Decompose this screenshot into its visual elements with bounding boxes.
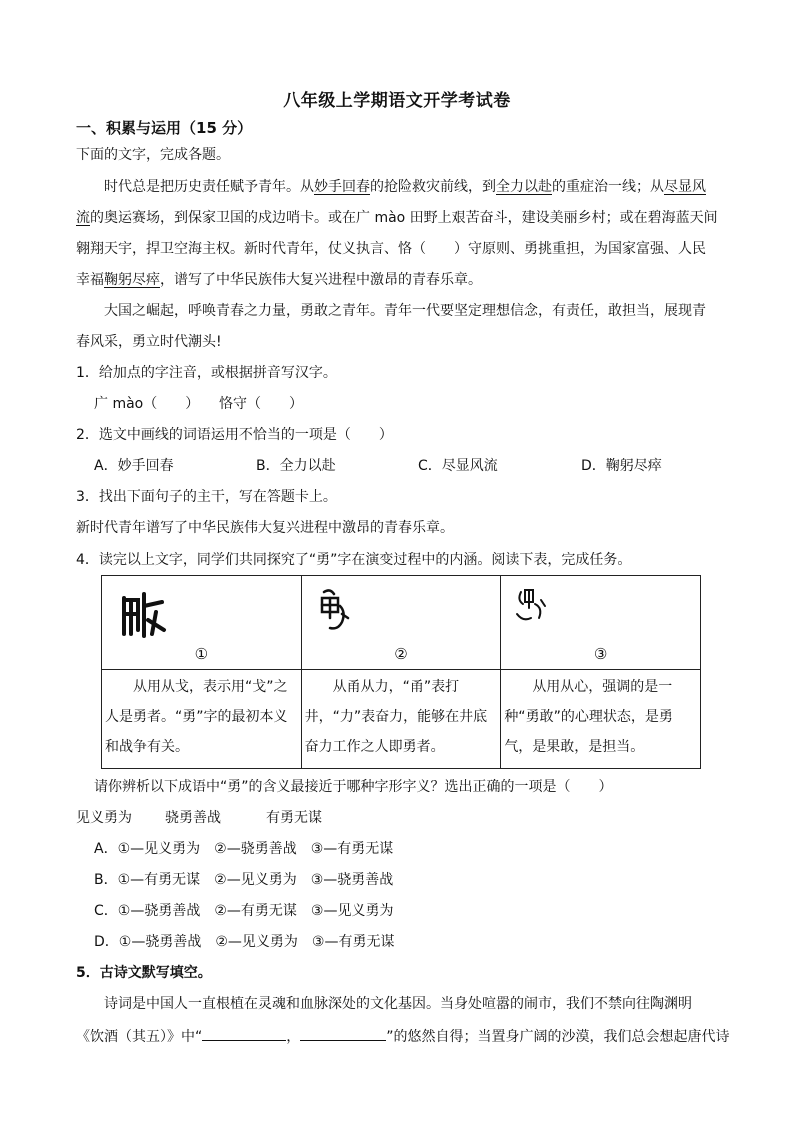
idiom-2: 骁勇善战 xyxy=(165,810,221,826)
poem-text: ， xyxy=(286,1029,301,1045)
question-4-option-d xyxy=(94,932,394,952)
passage-line: 大国之崛起，呼唤青春之力量，勇敢之青年。青年一代要坚定理想信念，有责任，敢担当，展现青 xyxy=(104,303,706,319)
glyph-number-3: ③ xyxy=(593,645,608,663)
option-pair: ③—骁勇善战 xyxy=(310,872,394,888)
glyph-table xyxy=(101,575,701,769)
glyph-description-3: 从用从心，强调的是一种“勇敢”的心理状态，是勇气，是果敢，是担当。 xyxy=(501,670,701,769)
question-3-stem: 3．找出下面句子的主干，写在答题卡上。 xyxy=(76,489,337,505)
underlined-term-3-end: 流 xyxy=(76,210,90,226)
passage-text: 的奥运赛场，到保家卫国的戍边哨卡。或在广 mào 田野上艰苦奋斗，建设美丽乡村；或在碧海蓝天间 xyxy=(90,210,718,226)
idiom-1: 见义勇为 xyxy=(76,810,132,826)
exam-title: 八年级上学期语文开学考试卷 xyxy=(283,91,511,111)
option-pair: ②—骁勇善战 xyxy=(214,841,297,857)
passage-line: 春风采，勇立时代潮头! xyxy=(76,334,222,350)
poem-text: 《饮酒（其五）》中“ xyxy=(76,1029,203,1045)
question-2-option-b: B．全力以赴 xyxy=(256,458,336,474)
underlined-term-3: 尽显风 xyxy=(664,179,706,195)
section-intro: 下面的文字，完成各题。 xyxy=(76,147,230,163)
option-letter: D． xyxy=(94,934,119,950)
passage-line xyxy=(104,177,706,197)
question-3-sentence: 新时代青年谱写了中华民族伟大复兴进程中激昂的青春乐章。 xyxy=(76,520,454,536)
oracle-bone-yong-glyph-icon xyxy=(118,590,168,640)
question-1-item-b: 恪守（ ） xyxy=(219,396,303,412)
question-4-stem: 4．读完以上文字，同学们共同探究了“勇”字在演变过程中的内涵。阅读下表，完成任务。 xyxy=(76,552,632,568)
option-pair: ②—见义勇为 xyxy=(214,872,297,888)
question-4-option-b xyxy=(94,870,393,890)
question-2-option-d: D．鞠躬尽瘁 xyxy=(581,458,662,474)
question-5-stem: 5．古诗文默写填空。 xyxy=(76,965,212,981)
question-2-option-a: A．妙手回春 xyxy=(94,458,174,474)
option-pair: ①—有勇无谋 xyxy=(117,872,201,888)
glyph-cell-3 xyxy=(501,576,701,670)
option-pair: ③—有勇无谋 xyxy=(311,934,395,950)
seal-yong-glyph-icon xyxy=(513,586,553,626)
idiom-3: 有勇无谋 xyxy=(266,810,322,826)
poem-text: ”的悠然自得；当置身广阔的沙漠，我们总会想起唐代诗 xyxy=(386,1029,730,1045)
glyph-description-2: 从甬从力，“甬”表打井，“力”表奋力，能够在井底奋力工作之人即勇者。 xyxy=(301,670,501,769)
passage-text: ，谱写了中华民族伟大复兴进程中激昂的青春乐章。 xyxy=(160,272,482,288)
option-letter: B． xyxy=(94,872,118,888)
question-2-stem: 2．选文中画线的词语运用不恰当的一项是（ ） xyxy=(76,427,393,443)
option-pair: ③—有勇无谋 xyxy=(310,841,394,857)
option-pair: ②—有勇无谋 xyxy=(214,903,297,919)
question-1-item-a: 广 mào（ ） xyxy=(94,396,200,412)
question-4-option-a xyxy=(94,839,393,859)
question-5-text xyxy=(76,1026,730,1047)
passage-line xyxy=(76,270,482,290)
question-4-option-c xyxy=(94,901,393,921)
passage-text: 时代总是把历史责任赋予青年。从 xyxy=(104,179,314,195)
passage-line: 翱翔天宇，捍卫空海主权。新时代青年，仗义执言、恪（ ）守原则、勇挑重担，为国家富强、人民 xyxy=(76,241,706,257)
passage-line xyxy=(76,208,718,228)
question-1-stem: 1．给加点的字注音，或根据拼音写汉字。 xyxy=(76,365,337,381)
passage-text: 的重症治一线；从 xyxy=(552,179,664,195)
glyph-cell-1 xyxy=(102,576,302,670)
underlined-term-4: 鞠躬尽瘁 xyxy=(104,272,160,288)
option-pair: ②—见义勇为 xyxy=(215,934,298,950)
glyph-number-2: ② xyxy=(394,645,408,663)
question-2-option-c: C．尽显风流 xyxy=(418,458,498,474)
glyph-description-1: 从用从戈，表示用“戈”之人是勇者。“勇”字的最初本义和战争有关。 xyxy=(102,670,302,769)
question-5-text: 诗词是中国人一直根植在灵魂和血脉深处的文化基因。当身处喧嚣的闹市，我们不禁向往陶渊明 xyxy=(104,996,692,1012)
option-letter: C． xyxy=(94,903,118,919)
option-pair: ①—骁勇善战 xyxy=(118,934,202,950)
option-pair: ③—见义勇为 xyxy=(310,903,394,919)
option-letter: A． xyxy=(94,841,118,857)
section-heading: 一、积累与运用（15 分） xyxy=(76,119,253,137)
option-pair: ①—骁勇善战 xyxy=(117,903,201,919)
passage-text: 的抢险救灾前线，到 xyxy=(370,179,496,195)
underlined-term-1: 妙手回春 xyxy=(314,179,370,195)
poem-blank-1[interactable] xyxy=(202,1026,286,1041)
option-pair: ①—见义勇为 xyxy=(117,841,201,857)
question-4-ask: 请你辨析以下成语中“勇”的含义最接近于哪种字形字义？选出正确的一项是（ ） xyxy=(94,779,613,795)
passage-text: 幸福 xyxy=(76,272,104,288)
bronze-yong-glyph-icon xyxy=(316,586,356,636)
underlined-term-2: 全力以赴 xyxy=(496,179,552,195)
glyph-number-1: ① xyxy=(194,645,209,663)
poem-blank-2[interactable] xyxy=(300,1026,386,1041)
glyph-cell-2 xyxy=(301,576,501,670)
